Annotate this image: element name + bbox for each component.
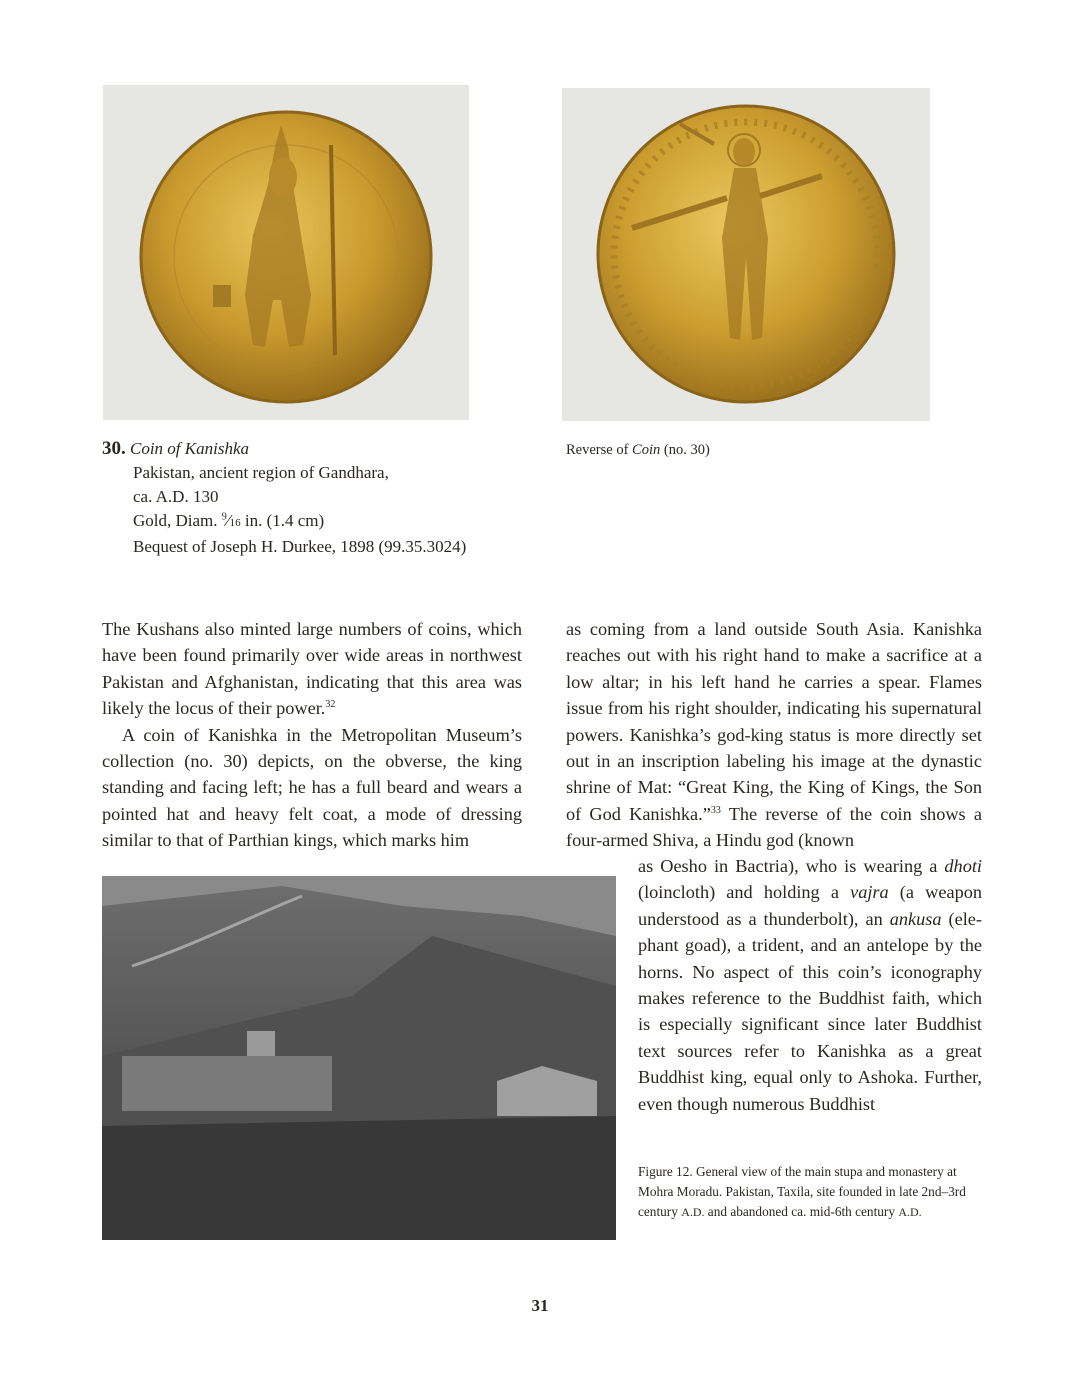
footnote-ref-33: 33 [710,804,721,816]
text-segment: (a weapon understood as a thunderbolt), an [638,882,982,929]
figure-title: Coin of Kanishka [130,439,250,458]
body-column-left [102,616,522,854]
paragraph-3-text-a: as coming from a land outside South Asia. Kanishka reaches out with his right hand to make a sacrifice at a low altar; in his left hand he carries a spear. Flames issue from his right shoulder, indicating his supernatural powers. Kanishka’s god-king status is more directly set out in an inscription labeling his image at the dynastic shrine of Mat: “Great King, the King of Kings, the Son of God Kanishka.” [566,619,982,824]
figure-12-era-2: A.D. [898,1205,922,1219]
reverse-caption-italic: Coin [632,442,661,458]
figure-12-text-b: and abandoned ca. mid-6th century [704,1204,899,1219]
footnote-ref-32: 32 [325,699,336,711]
paragraph-3 [566,616,982,854]
dim-denominator: 16 [229,517,241,529]
page-number: 31 [531,1296,549,1315]
reverse-caption-suffix: (no. 30) [660,442,710,458]
figure-30-caption [102,437,542,559]
figure-date: ca. A.D. 130 [133,487,219,506]
figure-material: Gold, Diam. $^9$⁄16 in. (1.4 cm) [133,511,325,530]
material-suffix: in. (1.4 cm) [240,511,325,530]
text-segment: as Oesho in Bactria), who is wearing a [638,856,945,876]
mohra-moradu-photo [102,876,616,1240]
dim-numerator: 9 [221,511,227,523]
text-segment: (elephant goad), a trident, and an antelope by the horns. No aspect of this coin’s iconography makes reference to the Buddhist faith, which is especially significant since later Buddhist text sources refer to Kanishka as a great Buddhist king, equal only to Ashoka. Further, even though numerous Buddhist [638,908,982,1114]
figure-12-era-1: A.D. [681,1205,705,1219]
material-prefix: Gold, Diam. [133,511,222,530]
figure-place: Pakistan, ancient region of Gandhara, [133,463,389,482]
term-dhoti: dhoti [944,856,982,876]
term-ankusa: ankusa [889,908,942,929]
paragraph-3-text-b: The reverse of the coin shows a four-armed Shiva, a Hindu god (known [566,803,982,851]
figure-12-caption [638,1162,984,1222]
figure-number: 30. [102,438,126,459]
paragraph-1-text: The Kushans also minted large numbers of coins, which have been found primarily over wide areas in northwest Pakistan and Afghanistan, indicating that this area was likely the locus of their power. [102,619,522,719]
figure-credit: Bequest of Joseph H. Durkee, 1898 (99.35.3024) [133,537,467,556]
obverse-coin-image [103,85,469,420]
paragraph-1 [102,616,522,722]
figure-12-text-a: Figure 12. General view of the main stupa and monastery at Mohra Moradu. Pakistan, Taxila, site founded in late 2nd–3rd century [638,1164,966,1219]
text-segment: (loincloth) and holding a [638,882,851,903]
body-column-right [566,616,982,854]
paragraph-2: A coin of Kanishka in the Metropolitan Museum’s collection (no. 30) depicts, on the obverse, the king standing and facing left; he has a full beard and wears a pointed hat and heavy felt coat, a mode of dressing similar to that of Parthian kings, which marks him [102,724,522,851]
reverse-caption-prefix: Reverse of [566,442,633,458]
term-vajra: vajra [850,882,889,903]
reverse-caption [566,440,710,460]
paragraph-3-continued [638,853,982,1117]
body-column-right-continued [638,853,982,1117]
reverse-coin-image [562,88,930,421]
